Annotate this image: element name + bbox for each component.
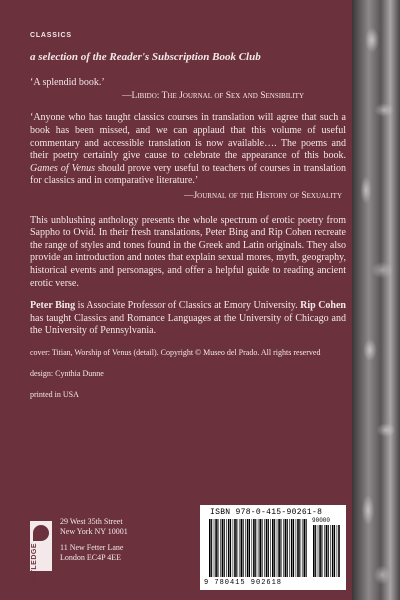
barcode-bar [241,519,243,577]
barcode-bar [268,519,269,577]
barcode-bar [328,525,329,577]
address-ny-line1: 29 West 35th Street [60,517,123,526]
barcode-bar [330,525,331,577]
barcode-bar [236,519,237,577]
ean-barcode [208,519,308,577]
barcode-bar [245,519,246,577]
barcode-bar [293,519,294,577]
barcode-bar [264,519,265,577]
barcode-bar [217,519,218,577]
ean-digits: 9 780415 902618 [204,579,283,587]
review-source-2: —Journal of the History of Sexuality [183,190,342,201]
barcode-bar [289,519,290,577]
barcode-bar [226,519,227,577]
barcode-bar [224,519,225,577]
book-title-italic: Games of Venus [30,162,95,174]
cover-credit: cover: Titian, Worship of Venus (detail). Copyright © Museo del Prado. All rights reserved [30,347,321,357]
barcode-bar [297,519,299,577]
barcode-bar [299,519,300,577]
design-credit: design: Cynthia Dunne [30,368,104,378]
review-quote-2-part-b: should prove very useful to teachers of courses in translation for classics and in comparative literature.’ [30,162,346,187]
barcode-bar [315,525,316,577]
author-name-1: Peter Bing [30,300,76,312]
publisher-block [30,517,190,592]
review-quote-1: ‘A splendid book.’ [30,77,105,89]
barcode-bar [280,519,281,577]
barcode-bar [306,519,307,577]
barcode-bar [326,525,328,577]
barcode-bar [214,519,215,577]
barcode-bar [211,519,212,577]
publisher-logo-text: ROUTLEDGE [31,543,38,592]
isbn-text: ISBN 978-0-415-90261-8 [210,508,323,517]
barcode-bar [270,519,271,577]
barcode-bar [277,519,278,577]
back-cover-text [30,30,346,400]
barcode-bar [287,519,288,577]
address-london-line1: 11 New Fetter Lane [60,543,124,552]
barcode-bar [266,519,268,577]
barcode-bar [274,519,275,577]
barcode-bar [252,519,253,577]
address-ny-line2: New York NY 10001 [60,527,128,536]
author-name-2: Rip Cohen [300,300,346,312]
author-bios [30,300,346,338]
barcode-bar [259,519,261,577]
barcode-bar [258,519,259,577]
barcode-bar [220,519,221,577]
barcode-bar [324,525,325,577]
barcode-bar [262,519,263,577]
barcode-bar [230,519,231,577]
barcode-bar [222,519,224,577]
barcode-bar [249,519,250,577]
price-code: 90000 [312,517,331,524]
barcode-bar [291,519,293,577]
barcode-bar [318,525,319,577]
review-quote-2 [30,112,346,188]
publisher-logo [30,521,52,592]
barcode-bar [272,519,274,577]
barcode-bar [337,525,338,577]
publisher-logo-mark [33,525,49,541]
barcode-bar [304,519,306,577]
barcode-bar [228,519,230,577]
barcode-bar [313,525,315,577]
barcode-bar [302,519,303,577]
barcode-bar [253,519,255,577]
barcode-bar [243,519,244,577]
review-quote-2-part-a: ‘Anyone who has taught classics courses in translation will agree that such a book has been missed, and we can applaud that this volume of useful commentary and accessible translation is now available…. The poems and their poetry certainly give cause to celebrate the appearance of this book. [30,112,346,162]
barcode-bar [285,519,287,577]
book-club-note: a selection of the Reader's Subscription Book Club [30,50,261,63]
marble-spine-strip [352,0,400,600]
review-source-1: —Libido: The Journal of Sex and Sensibility [122,90,304,101]
publisher-addresses [60,517,128,563]
barcode-bar [247,519,249,577]
category-label: CLASSICS [30,32,72,39]
barcode-bar [255,519,256,577]
barcode-bar [338,525,340,577]
barcode-bar [239,519,240,577]
barcode-bar [321,525,322,577]
book-description: This unblushing anthology presents the whole spectrum of erotic poetry from Sappho to Ovid. In their fresh translations, Peter Bing and Rip Cohen recreate the range of styles and tones found in the Greek and Latin originals. They also provide an introduction and notes that explain sexual mores, myth, geography, historical events and personages, and offer a helpful guide to reading ancient erotic verse. [30,214,346,289]
barcode-bar [209,519,211,577]
barcode-bar [283,519,284,577]
author-bio-2: has taught Classics and Romance Languages at the University of Chicago and the University of Pennsylvania. [30,312,346,337]
price-barcode [312,525,340,577]
barcode-bar [234,519,236,577]
barcode-bar [278,519,280,577]
barcode-bar [233,519,234,577]
author-bio-1: is Associate Professor of Classics at Emory University. [75,300,301,312]
printed-in: printed in USA [30,389,79,399]
barcode-bar [296,519,297,577]
barcode-bar [332,525,334,577]
address-london-line2: London EC4P 4EE [60,553,122,562]
barcode-bar [319,525,321,577]
barcode-bar [334,525,335,577]
barcode-bar [215,519,217,577]
barcode-label [200,505,346,590]
